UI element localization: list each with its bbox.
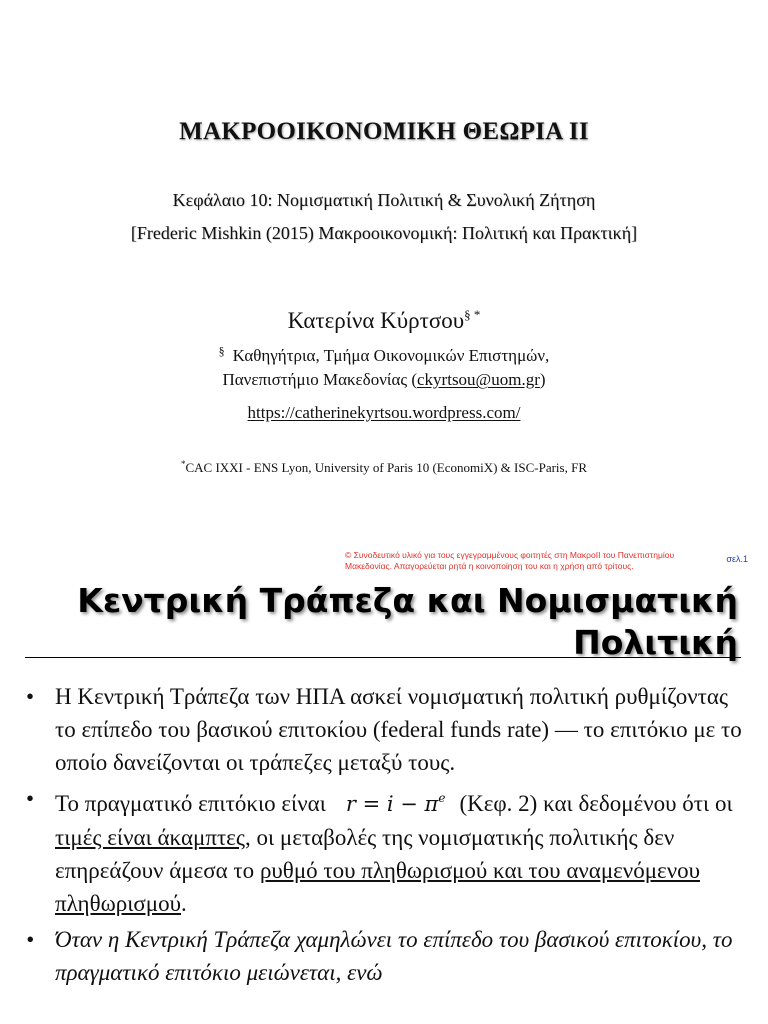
bullet-text: Όταν η Κεντρική Τράπεζα χαμηλώνει το επίπεδο του βασικού επιτοκίου, το πραγματικό επιτόκιο μειώνεται, ενώ: [55, 927, 733, 985]
content-slide: [0, 540, 768, 1024]
affiliation-close: ): [539, 370, 546, 389]
sticky-prices-underlined: τιμές είναι άκαμπτες: [55, 825, 245, 850]
author-line: [0, 307, 768, 334]
page-number: σελ.1: [726, 554, 748, 564]
footnote-mark: *: [180, 459, 186, 469]
email-link[interactable]: ckyrtsou@uom.gr: [417, 370, 540, 389]
author-name: Κατερίνα Κύρτσου: [287, 308, 465, 333]
university-name: Πανεπιστήμιο Μακεδονίας (: [222, 370, 418, 389]
formula-superscript: e: [438, 791, 446, 805]
footnote: [0, 459, 768, 476]
slide-heading: [38, 580, 738, 664]
affiliation-line-1: [0, 344, 768, 366]
document-title: ΜΑΚΡΟΟΙΚΟΝΟΜΙΚΗ ΘΕΩΡΙΑ ΙΙ: [179, 118, 589, 145]
copyright-notice: © Συνοδευτικό υλικό για τους εγγεγραμμένους φοιτητές στη ΜακροΙΙ του Πανεπιστημίου Μακεδονίας. Απαγορεύεται ρητά η κοινοποίηση του και η χρήση από τρίτους.: [345, 550, 675, 571]
footnote-text: CAC IXXI - ENS Lyon, University of Paris 10 (EconomiX) & ISC-Paris, FR: [185, 460, 588, 475]
website-link[interactable]: https://catherinekyrtsou.wordpress.com/: [247, 403, 521, 422]
bullet-list: [22, 680, 742, 992]
bullet-text-part-3: , οι μεταβολές της νομισματικής πολιτικής δεν επηρεάζουν άμεσα το: [55, 825, 675, 883]
bullet-text-part-1: Το πραγματικό επιτόκιο είναι: [55, 791, 326, 816]
bullet-text-part-2: (Κεφ. 2) και δεδομένου ότι οι: [459, 791, 733, 816]
slide-heading-line-2: Πολιτική: [573, 623, 738, 662]
formula-text: r = i − π: [345, 792, 439, 816]
affiliation-line-2: [0, 370, 768, 390]
bullet-item-1: [22, 680, 742, 779]
heading-divider: [25, 657, 741, 658]
inflation-underlined: ρυθμό του πληθωρισμού και του αναμενόμενου πληθωρισμού: [55, 858, 700, 916]
bullet-item-2: [22, 782, 742, 920]
real-rate-formula: [346, 792, 446, 816]
bullet-item-3: [22, 923, 742, 989]
chapter-subtitle: Κεφάλαιο 10: Νομισματική Πολιτική & Συνολική Ζήτηση: [172, 190, 596, 210]
website-line: [0, 403, 768, 423]
book-reference: [Frederic Mishkin (2015) Μακροοικονομική: Πολιτική και Πρακτική]: [130, 223, 638, 243]
bullet-marker: •: [26, 684, 35, 709]
bullet-marker: •: [26, 786, 35, 811]
author-footnote-marks: § *: [464, 307, 481, 322]
bullet-text-end: .: [181, 891, 187, 916]
slide-heading-line-1: Κεντρική Τράπεζα και Νομισματική: [77, 581, 738, 620]
affiliation-mark: §: [218, 344, 225, 358]
affiliation-title: Καθηγήτρια, Τμήμα Οικονομικών Επιστημών,: [232, 346, 550, 365]
bullet-marker: •: [26, 927, 35, 952]
bullet-text: Η Κεντρική Τράπεζα των ΗΠΑ ασκεί νομισματική πολιτική ρυθμίζοντας το επίπεδο του βασικού επιτοκίου (federal funds rate) — το επιτόκιο με το οποίο δανείζονται οι τράπεζες μεταξύ τους.: [55, 684, 742, 775]
